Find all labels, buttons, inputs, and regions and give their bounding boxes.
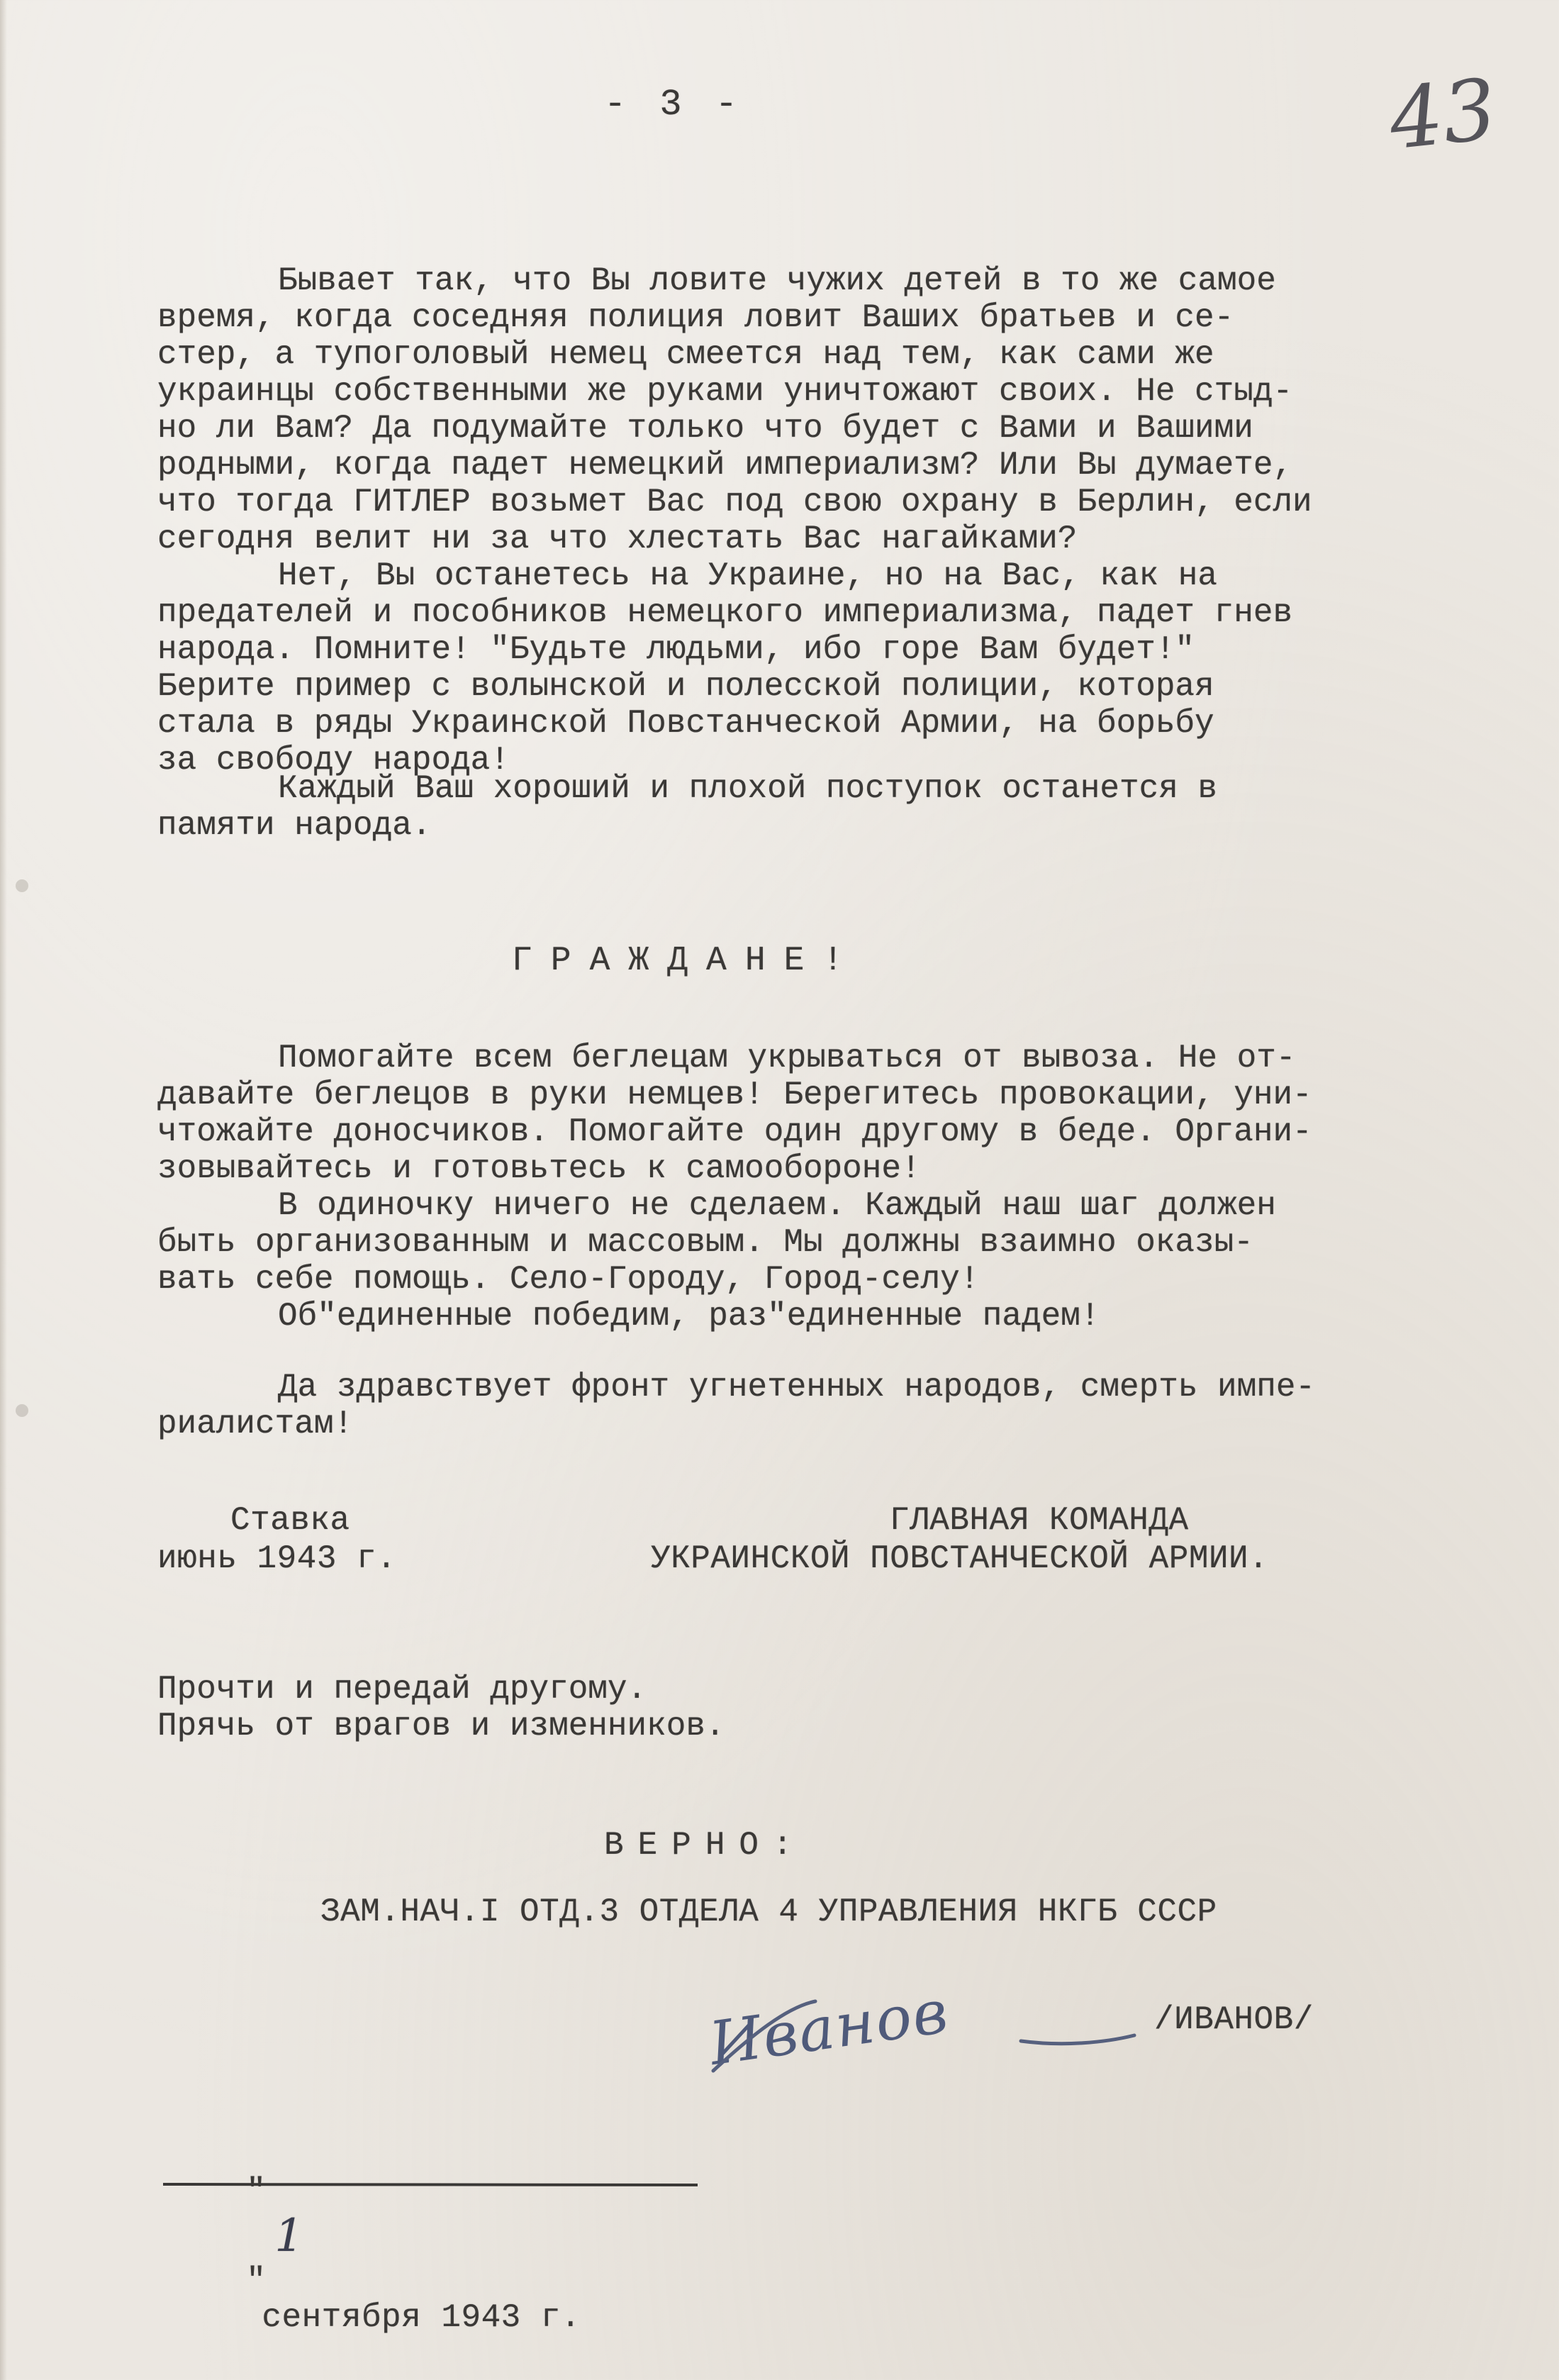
text-line: чтожайте доносчиков. Помогайте один другому в беде. Органи-: [157, 1113, 1312, 1150]
body-paragraph-2: [157, 557, 1559, 779]
text-line: Берите пример с волынской и полесской полиции, которая: [157, 668, 1214, 705]
issue-date-label: июнь 1943 г.: [157, 1540, 397, 1577]
text-line: Каждый Ваш хороший и плохой поступок останется в: [278, 770, 1218, 807]
text-line: сегодня велит ни за что хлестать Вас нагайками?: [157, 521, 1078, 557]
binding-hole: [16, 879, 28, 892]
text-line: стала в ряды Украинской Повстанческой Армии, на борьбу: [157, 705, 1214, 742]
binding-hole: [16, 1404, 28, 1417]
text-line: вать себе помощь. Село-Городу, Город-селу!: [157, 1261, 980, 1298]
text-line: что тогда ГИТЛЕР возьмет Вас под свою охрану в Берлин, если: [157, 484, 1312, 521]
citizens-heading: ГРАЖДАНЕ!: [512, 942, 862, 980]
text-line: но ли Вам? Да подумайте только что будет с Вами и Вашими: [157, 410, 1253, 447]
hq-label: Ставка: [230, 1502, 350, 1539]
text-line: родными, когда падет немецкий империализм? Или Вы думаете,: [157, 447, 1293, 484]
reader-instructions: [157, 1671, 1559, 1745]
text-line: Об"единенные победим, раз"единенные падем!: [278, 1298, 1100, 1335]
certification-position: ЗАМ.НАЧ.I ОТД.3 ОТДЕЛА 4 УПРАВЛЕНИЯ НКГБ СССР: [320, 1894, 1217, 1930]
signatory-name: /ИВАНОВ/: [1154, 2001, 1314, 2038]
signature-flourish: [709, 1986, 1149, 2085]
page-number: - 3 -: [604, 84, 744, 126]
text-line: стер, а тупоголовый немец смеется над тем, как сами же: [157, 336, 1214, 373]
text-line: Бывает так, что Вы ловите чужих детей в то же самое: [278, 262, 1276, 299]
date-rest: сентября 1943 г.: [262, 2299, 581, 2336]
text-line: В одиночку ничего не сделаем. Каждый наш шаг должен: [278, 1187, 1276, 1224]
text-line: риалистам!: [157, 1406, 354, 1442]
text-line: Прячь от врагов и изменников.: [157, 1708, 725, 1745]
citizens-paragraph-2: [157, 1187, 1559, 1298]
text-line: Помогайте всем беглецам укрываться от вывоза. Не от-: [278, 1040, 1296, 1077]
date-quote-open: ": [246, 2173, 267, 2210]
text-line: Прочти и передай другому.: [157, 1671, 647, 1708]
date-underline: [162, 2180, 700, 2189]
document-date: [167, 2136, 581, 2373]
text-line: зовывайтесь и готовьтесь к самообороне!: [157, 1150, 921, 1187]
text-line: за свободу народа!: [157, 742, 510, 779]
text-line: народа. Помните! "Будьте людьми, ибо горе Вам будет!": [157, 631, 1195, 668]
citizens-paragraph-3: [157, 1298, 1559, 1335]
command-line-1: ГЛАВНАЯ КОМАНДА: [890, 1502, 1189, 1539]
archive-sheet-number: 43: [1385, 60, 1501, 169]
certification-heading: ВЕРНО:: [604, 1827, 807, 1864]
date-day: 1: [274, 2210, 304, 2262]
citizens-paragraph-1: [157, 1040, 1559, 1187]
text-line: украинцы собственными же руками уничтожают своих. Не стыд-: [157, 373, 1293, 410]
text-line: предателей и пособников немецкого империализма, падет гнев: [157, 594, 1293, 631]
command-line-2: УКРАИНСКОЙ ПОВСТАНЧЕСКОЙ АРМИИ.: [651, 1540, 1269, 1577]
slogan: [157, 1369, 1559, 1442]
text-line: давайте беглецов в руки немцев! Берегитесь провокации, уни-: [157, 1077, 1312, 1113]
date-quote-close: ": [246, 2262, 267, 2299]
page-edge-shadow: [0, 0, 7, 2380]
text-line: Нет, Вы останетесь на Украине, но на Вас, как на: [278, 557, 1218, 594]
text-line: памяти народа.: [157, 807, 432, 844]
body-paragraph-1: [157, 262, 1559, 557]
handwritten-signature: Иванов: [705, 1976, 954, 2079]
text-line: быть организованным и массовым. Мы должны взаимно оказы-: [157, 1224, 1253, 1261]
text-line: Да здравствует фронт угнетенных народов, смерть импе-: [278, 1369, 1316, 1406]
body-paragraph-3: [157, 770, 1559, 844]
text-line: время, когда соседняя полиция ловит Ваших братьев и се-: [157, 299, 1234, 336]
